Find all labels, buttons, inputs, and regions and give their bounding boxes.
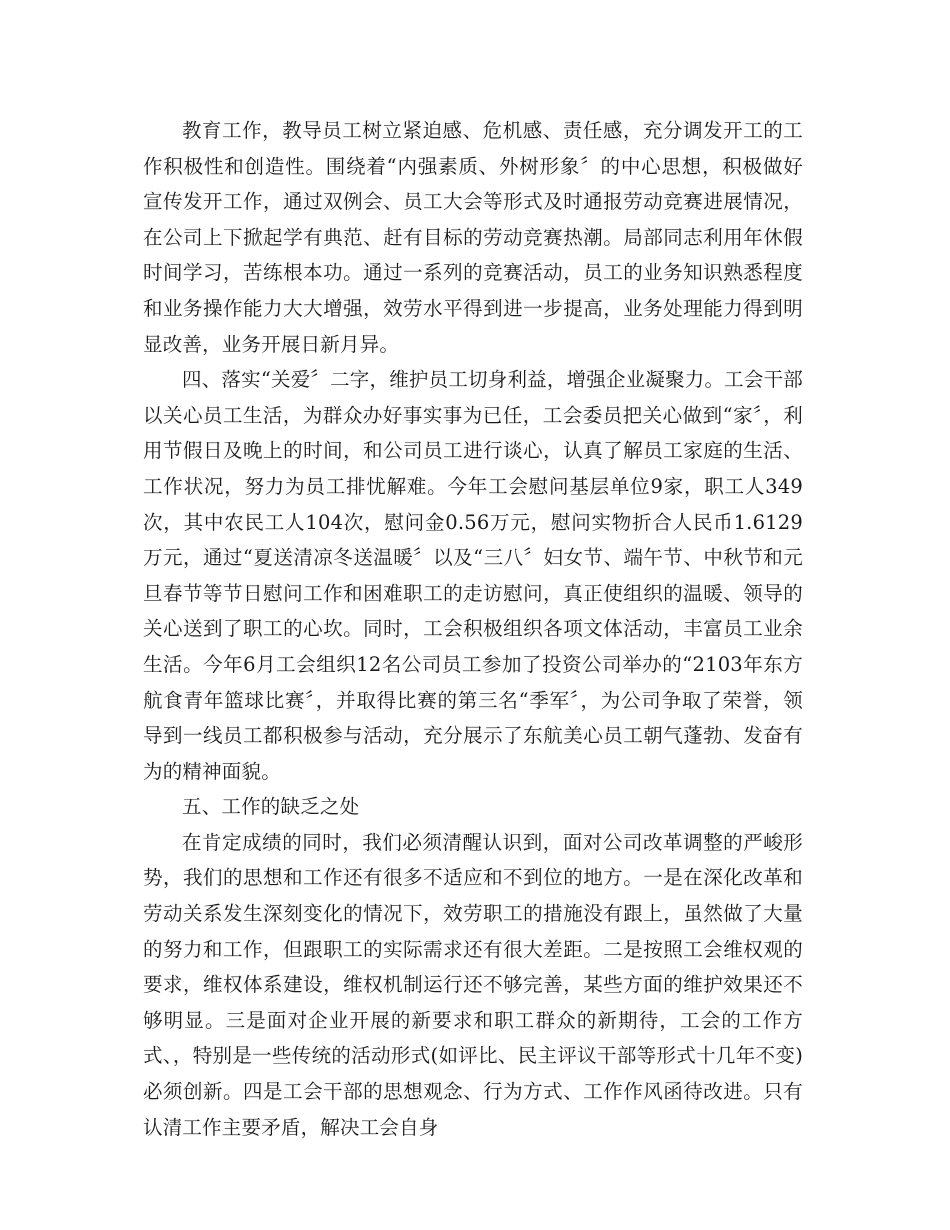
section-heading-shortcomings: 五、工作的缺乏之处 <box>182 795 360 819</box>
paragraph-shortcomings: 在肯定成绩的同时，我们必须清醒认识到，面对公司改革调整的严峻形势，我们的思想和工作还有很多不适应和不到位的地方。一是在深化改革和劳动关系发生深刻变化的情况下，效劳职工的措施没有跟上，虽然做了大量的努力和工作，但跟职工的实际需求还有很大差距。二是按照工会维权观的要求，维权体系建设，维权机制运行还不够完善，某些方面的维护效果还不够明显。三是面对企业开展的新要求和职工群众的新期待，工会的工作方式、，特别是一些传统的活动形式(如评比、民主评议干部等形式十几年不变)必须创新。四是工会干部的思想观念、行为方式、工作作风函待改进。只有认清工作主要矛盾，解决工会自身 <box>143 830 803 1139</box>
paragraph-care-section: 四、落实“关爱〞二字，维护员工切身利益，增强企业凝聚力。工会干部以关心员工生活，为群众办好事实事为已任，工会委员把关心做到“家〞，利用节假日及晚上的时间，和公司员工进行谈心，认真了解员工家庭的生活、工作状况，努力为员工排忧解难。今年工会慰问基层单位9家，职工人349次，其中农民工人104次，慰问金0.56万元，慰问实物折合人民币1.6129万元，通过“夏送清凉冬送温暖〞以及“三八〞妇女节、端午节、中秋节和元旦春节等节日慰问工作和困难职工的走访慰问，真正使组织的温暖、领导的关心送到了职工的心坎。同时，工会积极组织各项文体活动，丰富员工业余生活。今年6月工会组织12名公司员工参加了投资公司举办的“2103年东方航食青年篮球比赛〞，并取得比赛的第三名“季军〞，为公司争取了荣誉，领导到一线员工都积极参与活动，充分展示了东航美心员工朝气蓬勃、发奋有为的精神面貌。 <box>143 368 803 783</box>
document-body <box>143 113 803 1145</box>
paragraph-education-work: 教育工作，教导员工树立紧迫感、危机感、责任感，充分调发开工的工作积极性和创造性。围绕着“内强素质、外树形象〞的中心思想，积极做好宣传发开工作，通过双例会、员工大会等形式及时通报劳动竞赛进展情况，在公司上下掀起学有典范、赶有目标的劳动竞赛热潮。局部同志利用年休假时间学习，苦练根本功。通过一系列的竞赛活动，员工的业务知识熟悉程度和业务操作能力大大增强，效劳水平得到进一步提高，业务处理能力得到明显改善，业务开展日新月异。 <box>143 119 803 356</box>
